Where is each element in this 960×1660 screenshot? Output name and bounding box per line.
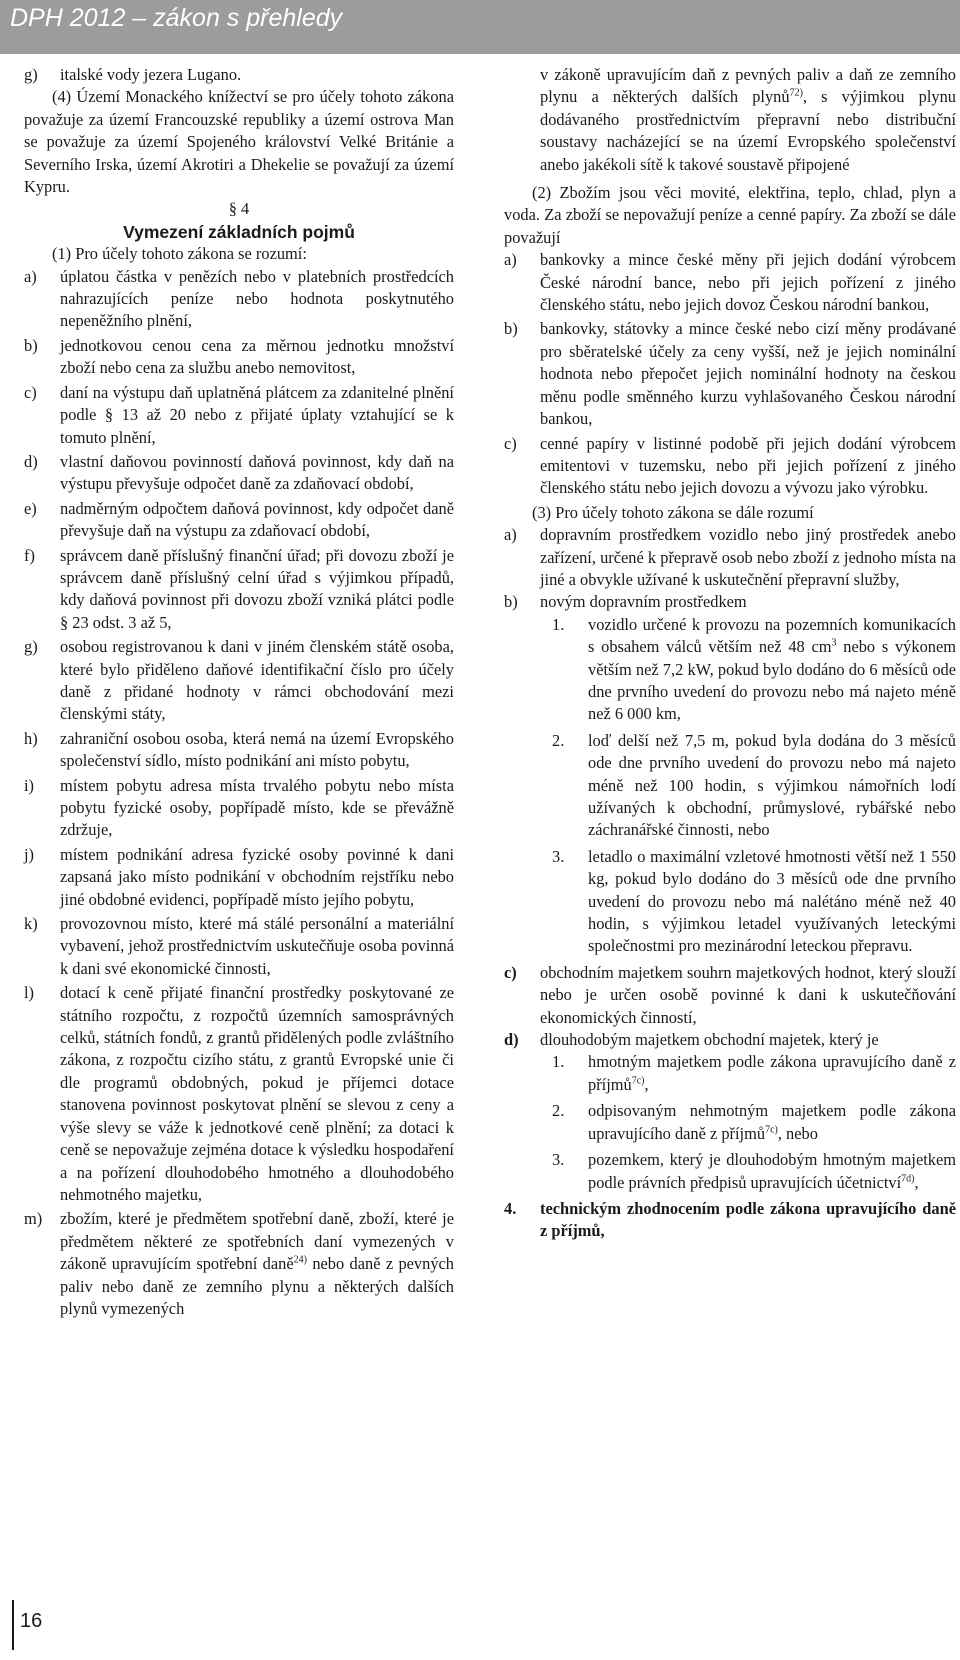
sublist-item (552, 1149, 956, 1194)
item-text-part: nebo s výkonem větším než 7,2 kW, pokud bylo dodáno do 6 měsíců ode dne prvního uvedení do provozu nebo má najeto méně než 6 000 km, (588, 637, 956, 724)
list-item (24, 382, 454, 449)
footnote-ref: 7c) (765, 1124, 778, 1136)
list-item (24, 1208, 454, 1320)
continuation-text (540, 64, 956, 176)
item-marker: m) (24, 1209, 43, 1229)
item-marker: e) (24, 498, 37, 518)
item-marker: l) (24, 983, 35, 1003)
item-text-part: odpisovaným nehmotným majetkem podle zákona upravujícího daně z příjmů (588, 1101, 956, 1143)
list-item (24, 982, 454, 1206)
item-marker: i) (24, 775, 35, 795)
item-text-part: , nebo (777, 1123, 818, 1143)
item-marker: 3. (552, 846, 565, 866)
item-text: vlastní daňovou povinností daňová povinnost, kdy daň na výstupu převyšuje odpočet daně za zdaňovací období, (60, 451, 454, 494)
sublist-item (504, 1198, 956, 1243)
sublist-item (552, 730, 956, 842)
item-text (588, 614, 956, 726)
goods-list (504, 249, 956, 499)
item-marker: d) (24, 451, 38, 471)
list-item (504, 1029, 956, 1051)
item-marker: c) (504, 433, 517, 453)
footnote-ref: 7d) (901, 1173, 915, 1185)
item-text-part: letadlo o maximální vzletové hmotnosti větší než 1 550 kg, pokud bylo dodáno do 3 měsíců ode dne prvního uvedení do provozu nebo má nalétáno méně než 40 hodin, s výjimkou letadel využívaných leteckými společnostmi pro mezinárodní leteckou přepravu. (588, 846, 956, 956)
sublist-item (552, 846, 956, 958)
footer-rule (12, 1600, 14, 1650)
footnote-ref: 3 (831, 637, 837, 649)
paragraph-2: (2) Zbožím jsou věci movité, elektřina, teplo, chlad, plyn a voda. Za zboží se nepovažují peníze a cenné papíry. Za zboží se dále považují (504, 183, 956, 247)
item-text: osobou registrovanou k dani v jiném členském státě osoba, které bylo přiděleno daňové identifikační číslo pro účely daně z přidané hodnoty v rámci obchodování mezi členskými státy, (60, 637, 454, 724)
item-marker: c) (504, 962, 517, 982)
item-text: správcem daně příslušný finanční úřad; při dovozu zboží je správcem daně příslušný celní úřad s výjimkou případů, kdy daňová povinnost při dovozu zboží vzniká plátci podle § 23 odst. 3 až 5, (60, 545, 454, 632)
item-text-part: , (644, 1074, 649, 1094)
sub-text: technickým zhodnocením podle zákona upravujícího daně z příjmů, (540, 1198, 956, 1241)
list-item (24, 636, 454, 726)
list-item (24, 498, 454, 543)
item-text (588, 1100, 956, 1145)
item-marker: 1. (552, 614, 565, 634)
list-item (24, 545, 454, 635)
item-marker: g) (24, 65, 38, 84)
item-marker: a) (24, 266, 37, 286)
item-text: místem pobytu adresa místa trvalého pobytu nebo místa pobytu fyzické osoby, popřípadě místo, kde se převážně zdržuje, (60, 775, 454, 840)
item-marker: a) (504, 525, 517, 545)
list-item (504, 962, 956, 1029)
section-title: Vymezení základních pojmů (123, 221, 355, 242)
item-marker: g) (24, 637, 38, 657)
item-text: bankovky, státovky a mince české nebo cizí měny prodávané pro sběratelské účely za ceny vyšší, než je jejich nominální hodnota nebo přepočet jejich nominální hodnoty na českou měnu podle směnného kurzu vyhlašovaného Českou národní bankou, (540, 319, 956, 429)
header-title: DPH 2012 – zákon s přehledy (10, 4, 343, 32)
item-text (588, 846, 956, 958)
footnote-ref: 72) (789, 87, 803, 99)
item-text: dopravním prostředkem vozidlo nebo jiný prostředek anebo zařízení, určené k přepravě osob nebo zboží z jednoho místa na jiné a obvykle užívané k uskutečnění přepravní služby, (540, 525, 956, 589)
list-item (504, 318, 956, 430)
text-part: v zákoně upravujícím daň z pevných paliv a daň ze zemního plynu a některých dalších plynů (540, 65, 956, 107)
definition-list (24, 266, 454, 1207)
item-text: dlouhodobým majetkem obchodní majetek, který je (540, 1030, 879, 1050)
item-marker: b) (24, 335, 38, 355)
paragraph-sign: § 4 (228, 199, 250, 219)
item-marker: f) (24, 545, 35, 565)
right-column (504, 64, 956, 1243)
list-item (24, 775, 454, 842)
sublist-item (552, 614, 956, 726)
paragraph-3: (3) Pro účely tohoto zákona se dále rozumí (532, 502, 814, 522)
item-marker: 2. (552, 1101, 565, 1121)
list-item (504, 433, 956, 500)
list-item (504, 249, 956, 316)
asset-sublist (504, 1051, 956, 1193)
item-text (588, 730, 956, 842)
item-text-part: loď delší než 7,5 m, pokud byla dodána do 3 měsíců ode dne prvního uvedení do provozu nebo má najeto méně než 100 hodin, s výjimkou námořních lodí užívaných k obchodní, průmyslové, rybářské nebo záchranářské činnosti, nebo (588, 730, 956, 840)
list-item (24, 335, 454, 380)
item-text (588, 1051, 956, 1096)
item-marker: k) (24, 914, 38, 934)
item-text: dotací k ceně přijaté finanční prostředky poskytované ze státního rozpočtu, z rozpočtů územních samosprávných celků, státních fondů, z grantů přidělených podle zvláštního zákona, z rozpočtu cizího státu, z grantů Evropské unie či dle programů obdobných, pokud je příjemci dotace stanovena povinnost poskytovat plnění se slevou z ceny a výše slevy se váže k jednotkové ceně plnění; za dotaci k ceně se nepovažuje zejména dotace k výsledku hospodaření a na pořízení dlouhodobého hmotného a dlouhodobého nehmotného majetku, (60, 983, 454, 1204)
item-text-part: nebo daně z pevných paliv nebo daně ze zemního plynu a některých dalších plynů vymezených (60, 1254, 454, 1318)
left-column (24, 64, 454, 1320)
item-text: cenné papíry v listinné podobě při jejich dodání výrobcem emitentovi v tuzemsku, nebo při jejich pořízení z jiného členského státu nebo jejich dovozu a vývozu jako výrobku. (540, 433, 956, 498)
item-marker: a) (504, 250, 517, 270)
item-text: zahraniční osobou osoba, která nemá na území Evropského společenství sídlo, místo podnikání ani místo pobytu, (60, 728, 454, 771)
page-number: 16 (20, 1610, 43, 1632)
paragraph-4: (4) Území Monackého knížectví se pro účely tohoto zákona považuje za území Francouzské republiky a území ostrova Man se považuje za území Spojeného království Velké Británie a Severního Irska, území Akrotiri a Dhekelie se považují za území Kypru. (24, 87, 454, 197)
list-item (24, 451, 454, 496)
item-text: provozovnou místo, které má stálé personální a materiální vybavení, jehož prostřednictvím uskutečňuje osoba povinná k dani své ekonomické činnosti, (60, 914, 454, 978)
item-text-part: vozidlo určené k provozu na pozemních komunikacích s obsahem válců větším než 48 cm (588, 614, 956, 657)
item-marker: j) (24, 844, 35, 864)
item-text: daní na výstupu daň uplatněná plátcem za zdanitelné plnění podle § 13 až 20 nebo z přijaté úplaty vztahující se k tomuto plnění, (60, 382, 454, 447)
list-item (24, 844, 454, 911)
list-item (504, 524, 956, 591)
item-marker: c) (24, 382, 37, 402)
footnote-ref: 7c) (631, 1075, 645, 1087)
item-text: novým dopravním prostředkem (540, 592, 747, 612)
sublist-item (552, 1051, 956, 1096)
list-item (24, 64, 454, 86)
vehicle-sublist (504, 614, 956, 958)
list-item (24, 266, 454, 333)
item-text-part: pozemkem, který je dlouhodobým hmotným majetkem podle právních předpisů upravujících účetnictví (588, 1150, 956, 1192)
item-marker: 2. (552, 730, 565, 750)
sublist-item (552, 1100, 956, 1145)
item-marker: 3. (552, 1150, 565, 1170)
item-marker: b) (504, 319, 518, 339)
item-text: nadměrným odpočtem daňová povinnost, kdy odpočet daně převyšuje daň na výstupu za zdaňovací období, (60, 498, 454, 541)
list-item (24, 728, 454, 773)
footnote-ref: 24) (293, 1254, 307, 1266)
item-text: obchodním majetkem souhrn majetkových hodnot, který slouží nebo je určen osobě povinné k dani k uskutečňování ekonomických činností, (540, 962, 956, 1027)
item-text-part: , (914, 1172, 919, 1192)
item-marker: h) (24, 728, 38, 748)
list-item (504, 591, 956, 613)
item-text: italské vody jezera Lugano. (60, 65, 242, 84)
item-text (588, 1149, 956, 1194)
text-part: , s výjimkou plynu dodávaného prostřednictvím přepravní nebo distribuční soustavy nacházející se na území Evropského společenství anebo jakékoli sítě k takové soustavě připojené (540, 87, 956, 174)
page-header (0, 0, 960, 54)
item-marker: b) (504, 592, 518, 612)
paragraph-1: (1) Pro účely tohoto zákona se rozumí: (52, 244, 307, 264)
item-marker: 1. (552, 1052, 565, 1072)
list-item (24, 913, 454, 980)
item-text-part: hmotným majetkem podle zákona upravujícího daně z příjmů (588, 1052, 956, 1094)
item-text: jednotkovou cenou cena za měrnou jednotku množství zboží nebo cena za službu anebo nemovitost, (60, 335, 454, 378)
item-text: bankovky a mince české měny při jejich dodání výrobcem České národní bance, nebo při jejich pořízení z jiného členského státu, nebo jejich dovoz Českou národní bankou, (540, 250, 956, 315)
item-text (60, 1208, 454, 1320)
item-text-part: zbožím, které je předmětem spotřební daně, zboží, které je předmětem některé ze spotřebních daní vymezených v zákoně upravujícím spotřební daně (60, 1209, 454, 1274)
sub-marker: 4. (504, 1198, 517, 1218)
item-text: místem podnikání adresa fyzické osoby povinné k dani zapsaná jako místo podnikání v obchodním rejstříku nebo jiné obdobné evidenci, popřípadě místo jejího pobytu, (60, 844, 454, 909)
item-text: úplatou částka v penězích nebo v platebních prostředcích nahrazujících peníze nebo hodnota poskytnutého nepeněžního plnění, (60, 266, 454, 331)
item-marker: d) (504, 1030, 519, 1050)
